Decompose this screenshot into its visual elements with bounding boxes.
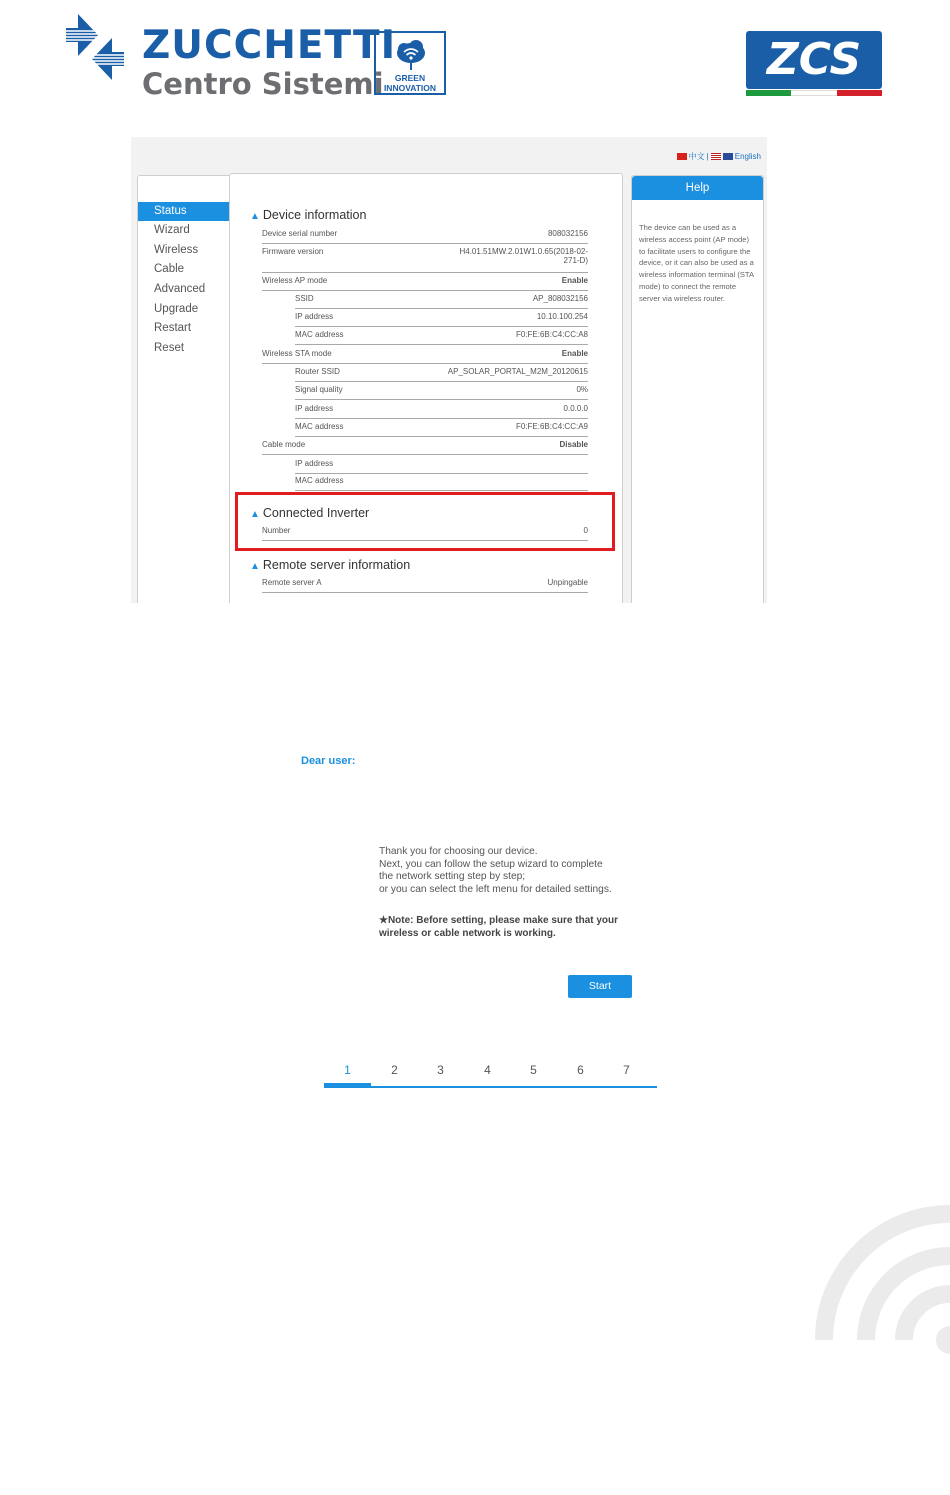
sidebar-item-cable[interactable]: Cable: [154, 263, 185, 275]
row-value: 0%: [576, 385, 588, 394]
step-progress-line: [324, 1086, 657, 1088]
note-line2: wireless or cable network is working.: [379, 928, 556, 939]
info-row-cable-mac: [295, 473, 588, 491]
row-value: Unpingable: [547, 578, 588, 587]
help-title: Help: [632, 176, 763, 200]
step-6[interactable]: 6: [577, 1063, 584, 1077]
connected-inverter-highlight: [235, 492, 615, 551]
row-value: AP_808032156: [532, 294, 588, 303]
zcs-logo: [746, 31, 882, 89]
row-value: Enable: [561, 349, 588, 358]
info-row-ap-mode: [262, 273, 588, 291]
info-row-sta-mode: [262, 346, 588, 364]
info-row-ap-mac: [295, 327, 588, 345]
help-panel: [631, 175, 764, 603]
step-7[interactable]: 7: [623, 1063, 630, 1077]
row-label: IP address: [295, 312, 334, 321]
row-value: 10.10.100.254: [536, 312, 588, 321]
device-info-title: Device information: [262, 208, 367, 222]
language-switcher[interactable]: [677, 151, 761, 162]
lang-separator: |: [706, 152, 709, 161]
welcome-line1: Thank you for choosing our device.: [379, 846, 538, 857]
row-value: [459, 247, 588, 265]
row-label: Remote server A: [262, 578, 322, 587]
lang-chinese[interactable]: 中文: [688, 152, 705, 161]
china-flag-icon: [677, 153, 687, 160]
sidebar-item-restart[interactable]: Restart: [154, 322, 192, 334]
row-value: 0: [583, 526, 588, 535]
chevron-up-icon: ▲: [250, 211, 260, 222]
start-button[interactable]: Start: [568, 975, 632, 998]
badge-line1: GREEN: [394, 73, 426, 83]
info-row-ssid: [295, 291, 588, 309]
step-4[interactable]: 4: [484, 1063, 491, 1077]
wave-watermark: [800, 1190, 950, 1490]
chevron-up-icon: ▲: [250, 561, 260, 572]
row-label: Cable mode: [262, 440, 306, 449]
step-2[interactable]: 2: [391, 1063, 398, 1077]
info-row-serial: [262, 226, 588, 244]
row-value: F0:FE:6B:C4:CC:A8: [515, 330, 588, 339]
row-label: IP address: [295, 459, 334, 468]
greeting: Dear user:: [301, 755, 356, 767]
info-row-cable-mode: [262, 437, 588, 455]
row-label: SSID: [295, 294, 314, 303]
row-label: MAC address: [295, 422, 344, 431]
row-value: 0.0.0.0: [563, 404, 588, 413]
step-1[interactable]: 1: [344, 1063, 351, 1077]
welcome-line2: Next, you can follow the setup wizard to complete: [379, 858, 603, 870]
row-label: Device serial number: [262, 229, 338, 238]
info-row-cable-ip: [295, 456, 588, 474]
row-label: Firmware version: [262, 247, 324, 256]
italian-flag-stripe: [746, 90, 882, 96]
info-row-sta-ip: [295, 401, 588, 419]
brand-name: ZUCCHETTI: [142, 23, 397, 68]
row-label: Number: [262, 526, 291, 535]
info-row-router-ssid: [295, 364, 588, 382]
row-label: Wireless STA mode: [262, 349, 332, 358]
row-label: IP address: [295, 404, 334, 413]
row-value: Disable: [559, 440, 588, 449]
connected-inverter-title: Connected Inverter: [262, 506, 370, 520]
badge-line2: INNOVATION: [383, 83, 437, 93]
device-info-heading[interactable]: [250, 208, 366, 222]
step-5[interactable]: 5: [530, 1063, 537, 1077]
step-active-indicator: [324, 1083, 371, 1088]
us-flag-icon: [711, 153, 721, 160]
brand-subname: Centro Sistemi: [142, 67, 384, 101]
row-label: Router SSID: [295, 367, 340, 376]
remote-server-heading[interactable]: [250, 558, 410, 572]
step-3[interactable]: 3: [437, 1063, 444, 1077]
info-row-ap-ip: [295, 309, 588, 327]
sidebar-item-wizard[interactable]: Wizard: [154, 224, 190, 236]
sidebar-item-status[interactable]: Status: [138, 202, 229, 221]
firmware-line1: H4.01.51MW.2.01W1.0.65(2018-02-: [459, 247, 588, 256]
welcome-line4: or you can select the left menu for detailed settings.: [379, 883, 612, 895]
row-label: MAC address: [295, 476, 344, 485]
setup-note: [379, 914, 649, 940]
row-value: AP_SOLAR_PORTAL_M2M_20120615: [447, 367, 588, 376]
info-row-remote-server-a: [262, 575, 588, 593]
help-text: The device can be used as a wireless access point (AP mode) to facilitate users to configure the device, or it can also be used as a wireless information terminal (STA mode) to connect the remote server via wireless router.: [639, 223, 754, 303]
note-line1: ★Note: Before setting, please make sure that your: [379, 915, 619, 926]
chevron-up-icon: ▲: [250, 509, 260, 520]
row-label: Signal quality: [295, 385, 343, 394]
cloud-wifi-icon: [394, 38, 428, 77]
info-row-sta-mac: [295, 419, 588, 437]
zcs-logo-text: ZCS: [766, 34, 862, 85]
row-value: F0:FE:6B:C4:CC:A9: [515, 422, 588, 431]
sidebar-menu: [137, 175, 231, 603]
green-innovation-badge: [374, 31, 446, 95]
sidebar-item-advanced[interactable]: Advanced: [154, 283, 206, 295]
info-row-signal: [295, 382, 588, 400]
welcome-text: [379, 846, 649, 896]
remote-server-title: Remote server information: [262, 558, 411, 572]
firmware-line2: 271-D): [563, 256, 588, 265]
zucchetti-arrows-logo: [64, 14, 126, 80]
welcome-line3: the network setting step by step;: [379, 871, 526, 883]
sidebar-item-wireless[interactable]: Wireless: [154, 244, 199, 256]
lang-english[interactable]: English: [734, 152, 761, 161]
row-value: 808032156: [547, 229, 588, 238]
info-row-firmware: [262, 244, 588, 273]
sidebar-item-upgrade[interactable]: Upgrade: [154, 303, 199, 315]
wizard-steps: [324, 1063, 657, 1089]
web-ui-screenshot: [131, 137, 767, 603]
row-label: MAC address: [295, 330, 344, 339]
uk-flag-icon: [723, 153, 733, 160]
row-label: Wireless AP mode: [262, 276, 328, 285]
row-value: Enable: [561, 276, 588, 285]
sidebar-item-reset[interactable]: Reset: [154, 342, 185, 354]
